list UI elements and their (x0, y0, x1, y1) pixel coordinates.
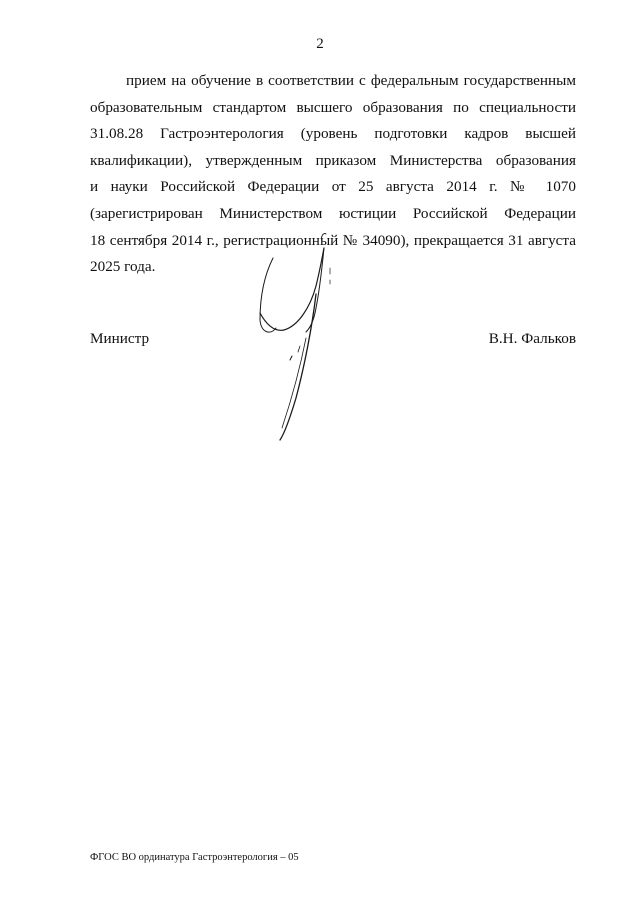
body-line: и науки Российской Федерации от 25 августа 2014 г. № 1070 (90, 178, 576, 196)
body-line: образовательным стандартом высшего образования по специальности (90, 98, 576, 116)
body-line: 31.08.28 Гастроэнтерология (уровень подготовки кадров высшей (90, 125, 576, 143)
signatory-name: В.Н. Фальков (488, 330, 576, 347)
body-line: прием на обучение в соответствии с федеральным государственным (126, 72, 576, 89)
page-number: 2 (316, 36, 324, 52)
signature-block (90, 330, 576, 348)
body-line: (зарегистрирован Министерством юстиции Российской Федерации (90, 204, 576, 222)
body-line: 2025 года. (90, 258, 156, 276)
body-line: квалификации), утвержденным приказом Министерства образования (90, 151, 576, 169)
body-line: 18 сентября 2014 г., регистрационный № 34090), прекращается 31 августа (90, 231, 576, 249)
signatory-title: Министр (90, 330, 150, 347)
document-footer: ФГОС ВО ординатура Гастроэнтерология – 05 (90, 852, 299, 863)
